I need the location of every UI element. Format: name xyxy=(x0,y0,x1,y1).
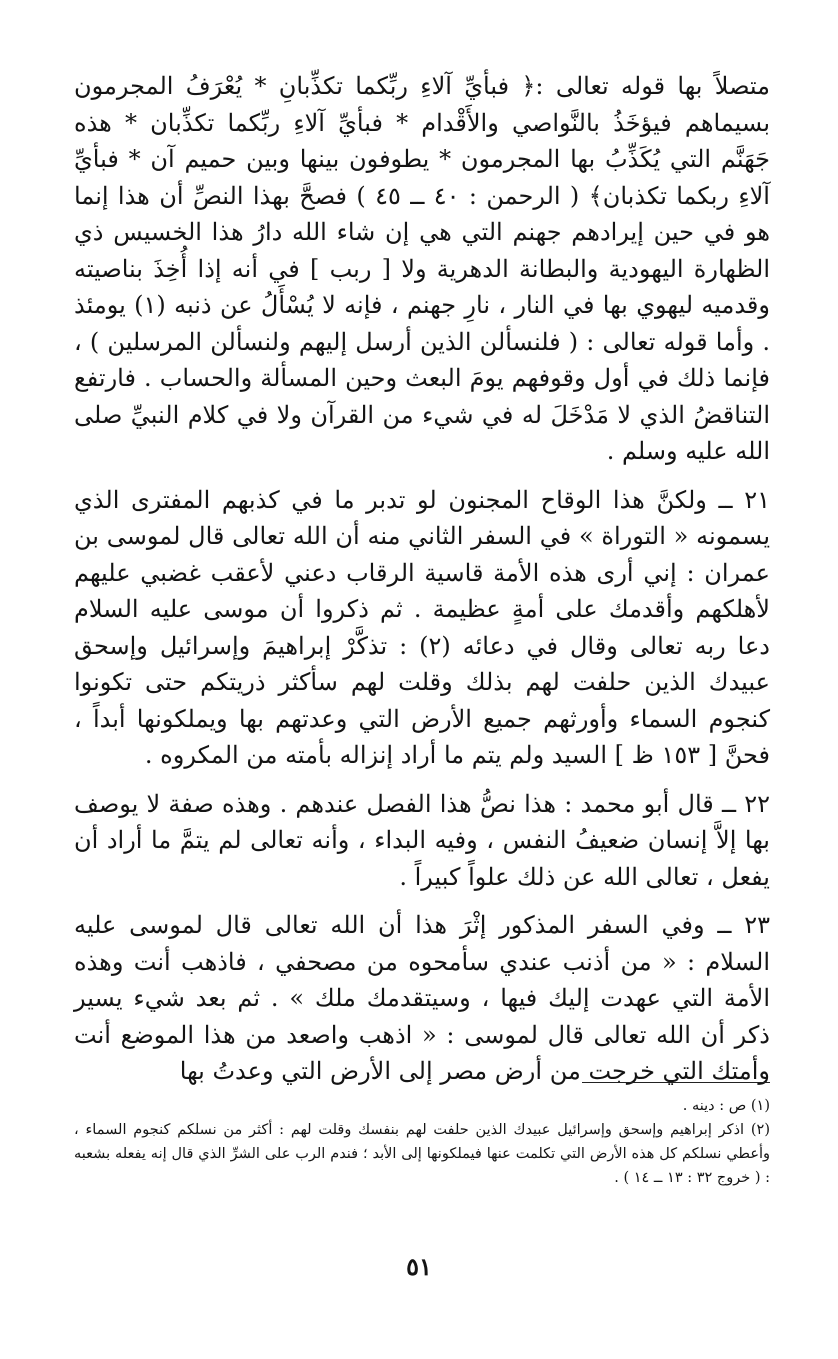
footnote-2: (٢) اذكر إبراهيم وإسحق وإسرائيل عبيدك الذين حلفت لهم بنفسك وقلت لهم : أكثر من نسلكم كنجوم السماء ، وأعطي نسلكم كل هذه الأرض التي تكلمت عنها فيملكونها إلى الأبد ؛ فندم الرب على الشرِّ الذي قال إنه يفعله بشعبه : ( خروج ٣٢ : ١٣ ــ ١٤ ) . xyxy=(74,1122,770,1186)
paragraph-23: ٢٣ ــ وفي السفر المذكور إثْرَ هذا أن الله تعالى قال لموسى عليه السلام : « من أذنب عندي سأمحوه من مصحفي ، فاذهب أنت وهذه الأمة التي عهدت إليك فيها ، وسيتقدمك ملك » . ثم بعد شيء يسير ذكر أن الله تعالى قال لموسى : « اذهب واصعد من هذا الموضع أنت وأمتك التي خرجت من أرض مصر إلى الأرض التي وعدتُ بها xyxy=(74,911,770,1085)
footnotes xyxy=(74,1094,770,1190)
main-text xyxy=(74,68,770,1090)
footnote-1: (١) ص : دينه . xyxy=(682,1098,770,1114)
paragraph-21: ٢١ ــ ولكنَّ هذا الوقاح المجنون لو تدبر ما في كذبهم المفترى الذي يسمونه « التوراة » في السفر الثاني منه أن الله تعالى قال لموسى بن عمران : إني أرى هذه الأمة قاسية الرقاب دعني لأعقب غضبي عليهم لأهلكهم وأقدمك على أمةٍ عظيمة . ثم ذكروا أن موسى عليه السلام دعا ربه تعالى وقال في دعائه (٢) : تذكَّرْ إبراهيمَ وإسرائيل وإسحق عبيدك الذين حلفت لهم بذلك وقلت لهم سأكثر ذريتكم حتى تكونوا كنجوم السماء وأورثهم جميع الأرض التي وعدتهم بها ويملكونها أبداً ، فحنَّ [ ١٥٣ ظ ] السيد ولم يتم ما أراد إنزاله بأمته من المكروه . xyxy=(74,485,770,769)
page-number: ٥١ xyxy=(406,1252,432,1281)
paragraph-22: ٢٢ ــ قال أبو محمد : هذا نصُّ هذا الفصل عندهم . وهذه صفة لا يوصف بها إلاَّ إنسان ضعيفُ النفس ، وفيه البداء ، وأنه تعالى لم يتمَّ ما أراد أن يفعل ، تعالى الله عن ذلك علواً كبيراً . xyxy=(74,789,770,891)
footnote-divider xyxy=(582,1082,770,1083)
paragraph-intro: متصلاً بها قوله تعالى :﴿ فبأيِّ آلاءِ ربِّكما تكذِّبانِ * يُعْرَفُ المجرمون بسيماهم فيؤخَذُ بالنَّواصي والأَقْدام * فبأيِّ آلاءِ ربِّكما تكذِّبان * هذه جَهَنَّم التي يُكَذِّبُ بها المجرمون * يطوفون بينها وبين حميم آن * فبأيِّ آلاءِ ربكما تكذبان﴾ ( الرحمن : ٤٠ ــ ٤٥ ) فصحَّ بهذا النصِّ أن هذا إنما هو في حين إيرادهم جهنم التي هي إن شاء الله دارُ هذا الخسيس ذي الظهارة اليهودية والبطانة الدهرية ولا [ ربب ] في أنه إذا أُخِذَ بناصيته وقدميه ليهوي بها في النار ، نارِ جهنم ، فإنه لا يُسْأَلُ عن ذنبه (١) يومئذ . وأما قوله تعالى : ( فلنسألن الذين أرسل إليهم ولنسألن المرسلين ) ، فإنما ذلك في أول وقوفهم يومَ البعث وحين المسألة والحساب . فارتفع التناقضُ الذي لا مَدْخَلَ له في شيء من القرآن ولا في كلام النبيِّ صلى الله عليه وسلم . xyxy=(74,72,770,465)
